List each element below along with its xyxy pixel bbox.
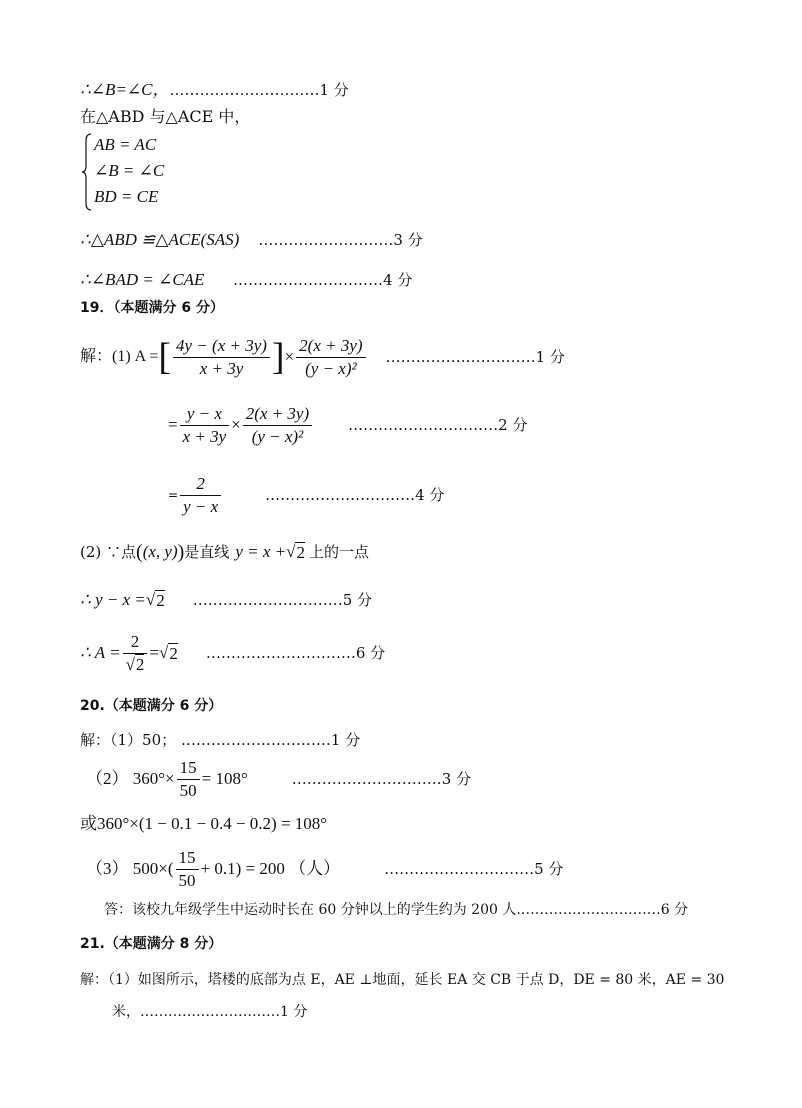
q19-part-2 bbox=[80, 540, 369, 564]
leader-dots: ……………………… bbox=[258, 231, 394, 249]
score: 4 分 bbox=[383, 271, 413, 289]
denominator: y − x bbox=[183, 496, 219, 516]
statement: 解：（1）如图所示，塔楼的底部为点 E，AE ⊥地面，延长 EA 交 CB 于点 D，DE = 80 米，AE = 30 bbox=[80, 972, 725, 988]
sqrt-symbol: √ bbox=[145, 590, 156, 609]
q19-y-minus-x bbox=[80, 588, 372, 612]
numerator: 4y − (x + 3y) bbox=[173, 336, 270, 358]
statement: 答：该校九年级学生中运动时长在 60 分钟以上的学生约为 200 人. bbox=[104, 902, 521, 918]
denominator: 50 bbox=[179, 780, 197, 800]
equals-sign: = bbox=[168, 415, 178, 434]
numerator: 2 bbox=[123, 632, 148, 654]
q20-part-2 bbox=[86, 756, 471, 802]
equation-3: BD = CE bbox=[94, 187, 159, 206]
question-19-title: 19．（本题满分 6 分） bbox=[80, 300, 224, 316]
statement: ∴∠BAD = ∠CAE bbox=[80, 270, 205, 289]
radicand: 2 bbox=[156, 590, 165, 610]
statement: ∴△ABD ≌△ACE(SAS) bbox=[80, 230, 240, 249]
connector-text: 是直线 bbox=[184, 543, 230, 561]
line-angle-b-c bbox=[80, 80, 349, 100]
leader-dots: ………………………… bbox=[385, 348, 536, 366]
left-bracket: [ bbox=[158, 336, 172, 378]
fraction-1 bbox=[180, 404, 230, 447]
sqrt-symbol: √ bbox=[286, 542, 296, 561]
part-prefix: (2) ∵点 bbox=[80, 543, 137, 561]
statement: 解：（1）50； bbox=[80, 731, 177, 749]
line-bad-cae bbox=[80, 270, 412, 290]
sqrt-symbol: √ bbox=[159, 643, 169, 662]
radicand: 2 bbox=[296, 542, 305, 562]
fraction bbox=[123, 632, 148, 675]
result: = 108° bbox=[201, 769, 248, 788]
q19-step-3 bbox=[168, 470, 444, 520]
question-20-title: 20.（本题满分 6 分） bbox=[80, 698, 223, 714]
score: 5 分 bbox=[534, 860, 564, 878]
statement: 在△ABD 与△ACE 中， bbox=[80, 107, 251, 126]
line-in-triangles bbox=[80, 107, 250, 127]
score: 6 分 bbox=[660, 902, 689, 918]
leader-dots: ………………………… bbox=[233, 271, 384, 289]
statement: ∴∠B=∠C， bbox=[80, 80, 170, 99]
equation-2: ∠B = ∠C bbox=[94, 161, 165, 180]
leader-dots: ………………………… bbox=[520, 902, 661, 918]
denominator: x + 3y bbox=[199, 358, 244, 378]
denominator: (y − x)² bbox=[305, 358, 357, 378]
score: 4 分 bbox=[415, 486, 445, 504]
leader-dots: ………………………… bbox=[384, 860, 535, 878]
score: 1 分 bbox=[319, 81, 349, 99]
numerator: y − x bbox=[180, 404, 230, 426]
statement: （3） 500×( bbox=[86, 859, 174, 878]
point-coords: (x, y) bbox=[142, 542, 178, 561]
leader-dots: ………………………… bbox=[169, 81, 320, 99]
q21-part-1-cont bbox=[112, 1002, 307, 1022]
right-paren: ) bbox=[177, 541, 185, 563]
radicand: 2 bbox=[135, 654, 145, 674]
statement: 米， bbox=[112, 1004, 140, 1020]
step-prefix: 解：(1) A = bbox=[80, 348, 159, 365]
right-bracket: ] bbox=[271, 336, 285, 378]
score: 2 分 bbox=[498, 416, 528, 434]
numerator: 15 bbox=[176, 848, 199, 870]
q19-step-1 bbox=[80, 332, 565, 382]
question-21-title: 21.（本题满分 8 分） bbox=[80, 936, 223, 952]
q20-answer bbox=[104, 900, 688, 920]
q19-step-2 bbox=[168, 400, 527, 450]
statement: ∴ y − x = bbox=[80, 590, 146, 609]
denominator: x + 3y bbox=[182, 426, 227, 446]
score: 1 分 bbox=[280, 1004, 308, 1020]
leader-dots: ………………………… bbox=[291, 770, 442, 788]
score: 6 分 bbox=[355, 644, 386, 662]
score: 1 分 bbox=[535, 348, 565, 366]
score: 5 分 bbox=[342, 591, 373, 609]
sqrt-symbol: √ bbox=[125, 654, 135, 674]
denominator bbox=[123, 654, 148, 675]
score: 3 分 bbox=[441, 770, 472, 788]
equation-system bbox=[82, 133, 242, 213]
line-equation: y = x + bbox=[235, 542, 287, 561]
denominator: (y − x)² bbox=[251, 426, 304, 446]
result: + 0.1) = 200 （人） bbox=[200, 859, 341, 878]
numerator: 2(x + 3y) bbox=[296, 336, 365, 358]
q19-final bbox=[80, 630, 385, 676]
numerator: 15 bbox=[177, 758, 200, 780]
left-brace-icon bbox=[82, 133, 92, 211]
equation-1: AB = AC bbox=[94, 135, 157, 154]
fraction bbox=[176, 848, 199, 891]
line-congruent bbox=[80, 230, 423, 250]
q21-part-1 bbox=[80, 970, 724, 990]
denominator: 50 bbox=[178, 870, 196, 890]
numerator: 2 bbox=[180, 474, 221, 496]
leader-dots: ………………………… bbox=[265, 486, 416, 504]
leader-dots: ………………………… bbox=[348, 416, 499, 434]
fraction-2 bbox=[296, 336, 365, 379]
leader-dots: ………………………… bbox=[140, 1004, 280, 1020]
q20-part-3 bbox=[86, 846, 563, 892]
score: 3 分 bbox=[393, 231, 423, 249]
leader-dots: ………………………… bbox=[205, 644, 356, 662]
left-paren: ( bbox=[136, 541, 143, 563]
leader-dots: ………………………… bbox=[180, 731, 331, 749]
leader-dots: ………………………… bbox=[192, 591, 343, 609]
statement: （2） 360°× bbox=[86, 769, 175, 788]
times-sign: × bbox=[231, 415, 241, 434]
radicand: 2 bbox=[169, 643, 178, 663]
equals-sign: = bbox=[149, 643, 159, 662]
q20-part-1 bbox=[80, 730, 360, 750]
fraction-1 bbox=[173, 336, 270, 379]
times-sign: × bbox=[284, 347, 295, 366]
equals-sign: = bbox=[168, 488, 179, 502]
fraction bbox=[177, 758, 200, 801]
score: 1 分 bbox=[330, 731, 361, 749]
fraction bbox=[180, 474, 221, 517]
numerator: 2(x + 3y) bbox=[243, 404, 312, 426]
fraction-2 bbox=[243, 404, 312, 447]
trailing-text: 上的一点 bbox=[308, 543, 369, 561]
statement: ∴ A = bbox=[80, 643, 121, 662]
q20-alternate: 或360°×(1 − 0.1 − 0.4 − 0.2) = 108° bbox=[80, 814, 328, 833]
